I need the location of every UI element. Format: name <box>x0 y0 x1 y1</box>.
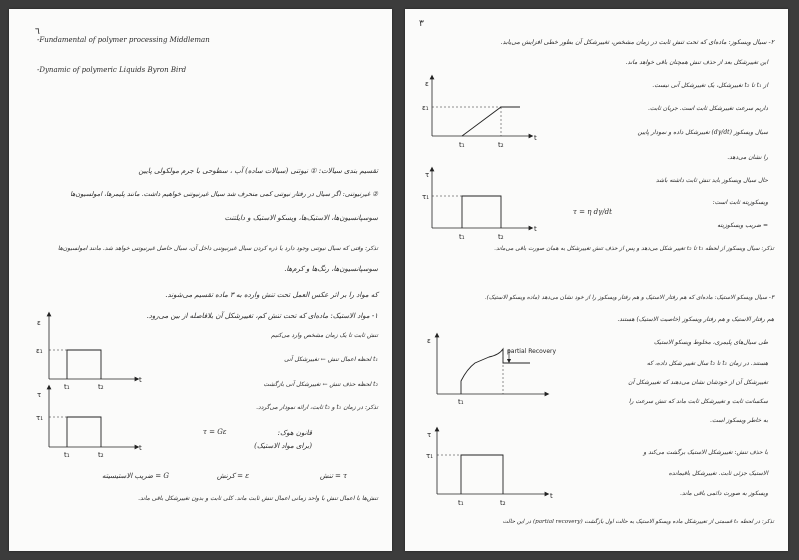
text-line: t₁ لحظه اعمال تنش ← تغییرشکل آنی <box>284 356 378 363</box>
page-number: ٣ <box>419 19 424 29</box>
annotation-partial-recovery: partial Recovery <box>507 348 557 355</box>
text-line: هم رفتار الاستیک و هم رفتار ویسکوز (خاصیت الاستیک) هستند. <box>617 316 774 323</box>
x-tick: t₁ <box>458 499 464 507</box>
x-tick: t₂ <box>98 383 104 391</box>
text-line: تذکر: در لحظه t₂ قسمتی از تغییرشکل ماده ویسکو الاستیک به حالت اول بازگشت (partial recovery) در این حالت <box>502 519 774 525</box>
text-line: ویسکوز به صورت دائمی باقی ماند. <box>679 490 768 497</box>
stress-time-graph <box>36 387 142 459</box>
x-axis-label: t <box>534 134 537 142</box>
text-line: = ضریب ویسکوزیته <box>717 222 768 229</box>
text-line: t₂ لحظه حذف تنش ← تغییرشکل آنی بازگشت <box>263 381 378 388</box>
reference-line-1: -Fundamental of polymer processing Middleman <box>37 36 210 44</box>
viscoelastic-strain-graph <box>427 335 556 406</box>
text-line: تنش ثابت تا یک زمان مشخص وارد می‌کنیم <box>270 332 378 339</box>
text-line: تذکر: وقتی که سیال نیوتنی وجود دارد یا ذره کردن سیال غیرنیوتنی داخل آن، سیال حاصل غیرنیوتنی خواهد شد. مانند امولسیون‌ها <box>57 245 378 252</box>
text-line: که مواد را بر اثر عکس العمل تحت تنش وارده به ۳ ماده تقسیم می‌شوند. <box>165 291 378 299</box>
y-axis-label: τ <box>37 391 42 399</box>
x-axis-label: t <box>139 444 142 452</box>
text-line: را نشان می‌دهد. <box>727 154 768 161</box>
y-tick: ε₁ <box>422 104 429 112</box>
x-tick: t₁ <box>458 398 464 406</box>
text-line: (برای مواد الاستیک) <box>254 442 312 450</box>
text-line: حال سیال ویسکوز باید تنش ثابت داشته باشد <box>655 177 768 184</box>
page-1-graphs <box>9 9 392 551</box>
x-tick: t₂ <box>500 499 506 507</box>
x-tick: t₁ <box>64 451 70 459</box>
text-line: داریم سرعت تغییرشکل ثابت است. جریان ثابت. <box>648 105 768 112</box>
y-tick: ε₁ <box>36 347 43 355</box>
strain-time-graph <box>36 314 142 391</box>
text-line: قانون هوک: <box>277 429 312 437</box>
page-2-graphs <box>405 9 788 551</box>
notebook-page-left <box>9 9 392 551</box>
text-line: این تغییرشکل بعد از حذف تنش همچنان باقی خواهد ماند. <box>625 59 768 66</box>
y-axis-label: ε <box>37 319 41 327</box>
y-tick: τ₁ <box>426 452 434 460</box>
x-axis-label: t <box>139 376 142 384</box>
text-line: تذکر: در زمان t₁ و t₂ ثابت، ارائه نمودار می‌گردد. <box>256 404 378 411</box>
text-line: به خاطر ویسکوز است. <box>710 417 768 424</box>
page-number: ٦ <box>35 27 40 37</box>
y-tick: τ₁ <box>422 193 430 201</box>
viscoelastic-stress-graph <box>426 429 553 507</box>
text-line: سوسپانسیون‌ها، الاستیک‌ها، ویسکو الاستیک و دایلتنت <box>224 214 378 222</box>
text-line: سیال ویسکوز (dγ/dt) تغییرشکل داده و نمودار پایین <box>637 129 768 136</box>
text-line: G = ضریب الاستیسیته <box>101 472 169 480</box>
text-line: ۳- سیال ویسکو الاستیک: ماده‌ای که هم رفتار الاستیک و هم رفتار ویسکوز را از خود نشان می‌دهد (ماده ویسکو الاستیک). <box>484 295 774 301</box>
y-tick: τ₁ <box>36 414 44 422</box>
text-line: ۲- سیال ویسکوز: ماده‌ای که تحت تنش ثابت در زمان مشخص، تغییرشکل آن بطور خطی افزایش می‌یابد. <box>500 39 774 46</box>
text-line: سوسپانسیون‌ها، رنگ‌ها و کرم‌ها. <box>284 265 378 273</box>
text-line: τ = تنش <box>319 472 347 480</box>
x-tick: t₁ <box>64 383 70 391</box>
x-tick: t₁ <box>459 233 465 241</box>
text-line: الاستیک جزئی ثابت. تغییرشکل باقیمانده <box>668 470 768 477</box>
text-line: ۱- مواد الاستیک: ماده‌ای که تحت تنش کم، تغییرشکل آن بلافاصله از بین می‌رود. <box>146 312 378 320</box>
text-line: هستند. در زمان t₁ تا t₂ سال تغییر شکل داده، که <box>646 360 768 367</box>
viscous-strain-graph <box>422 77 537 149</box>
text-line: طی سیال‌های پلیمری، مخلوط ویسکو الاستیک <box>653 339 768 346</box>
text-line: تنش‌ها با اعمال تنش با واحد زمانی اعمال تنش ثابت ماند. کلی ثابت و بدون تغییرشکل باقی ماند. <box>138 495 378 502</box>
text-line: ε = کرنش <box>216 472 249 480</box>
x-tick: t₂ <box>98 451 104 459</box>
text-line: تغییرشکل آن از خودشان نشان می‌دهند که تغییرشکل آن <box>628 379 768 386</box>
notebook-page-right <box>405 9 788 551</box>
reference-line-2: -Dynamic of polymeric Liquids Byron Bird <box>37 66 187 74</box>
text-line: تقسیم بندی سیالات: ① نیوتنی (سیالات ساده) آب ، سطوحی با جرم مولکولی پایین <box>138 167 378 175</box>
formula-hooke: τ = Gε <box>203 428 227 436</box>
y-axis-label: τ <box>425 171 430 179</box>
x-axis-label: t <box>550 492 553 500</box>
x-tick: t₂ <box>498 233 504 241</box>
formula-viscous: τ = η dγ/dt <box>573 208 612 216</box>
text-line: تذکر: سیال ویسکوز از لحظه t₁ تا t₂ تغییر شکل می‌دهد و پس از حذف تنش تغییرشکل به همان صورت باقی می‌ماند. <box>494 246 774 252</box>
x-tick: t₂ <box>498 141 504 149</box>
x-axis-label: t <box>534 225 537 233</box>
x-tick: t₁ <box>459 141 465 149</box>
y-axis-label: τ <box>427 431 432 439</box>
text-line: ویسکوزیته ثابت است: <box>712 199 768 206</box>
text-line: ② غیرنیوتنی: اگر سیال در رفتار نیوتنی کمی منحرف شد سیال غیرنیوتنی خواهیم داشت. مانند پلیمرها، امولسیون‌ها <box>70 190 378 198</box>
y-axis-label: ε <box>425 80 429 88</box>
text-line: از t₁ تا t₂ تغییرشکل، یک تغییرشکل آنی نیست. <box>652 82 768 89</box>
viscous-stress-graph <box>422 169 537 241</box>
y-axis-label: ε <box>427 337 431 345</box>
text-line: سکسانت ثابت و تغییرشکل ثابت ماند که تنش سرعت را <box>628 398 768 405</box>
text-line: با حذف تنش: تغییرشکل الاستیک برگشت می‌کند و <box>643 449 768 456</box>
